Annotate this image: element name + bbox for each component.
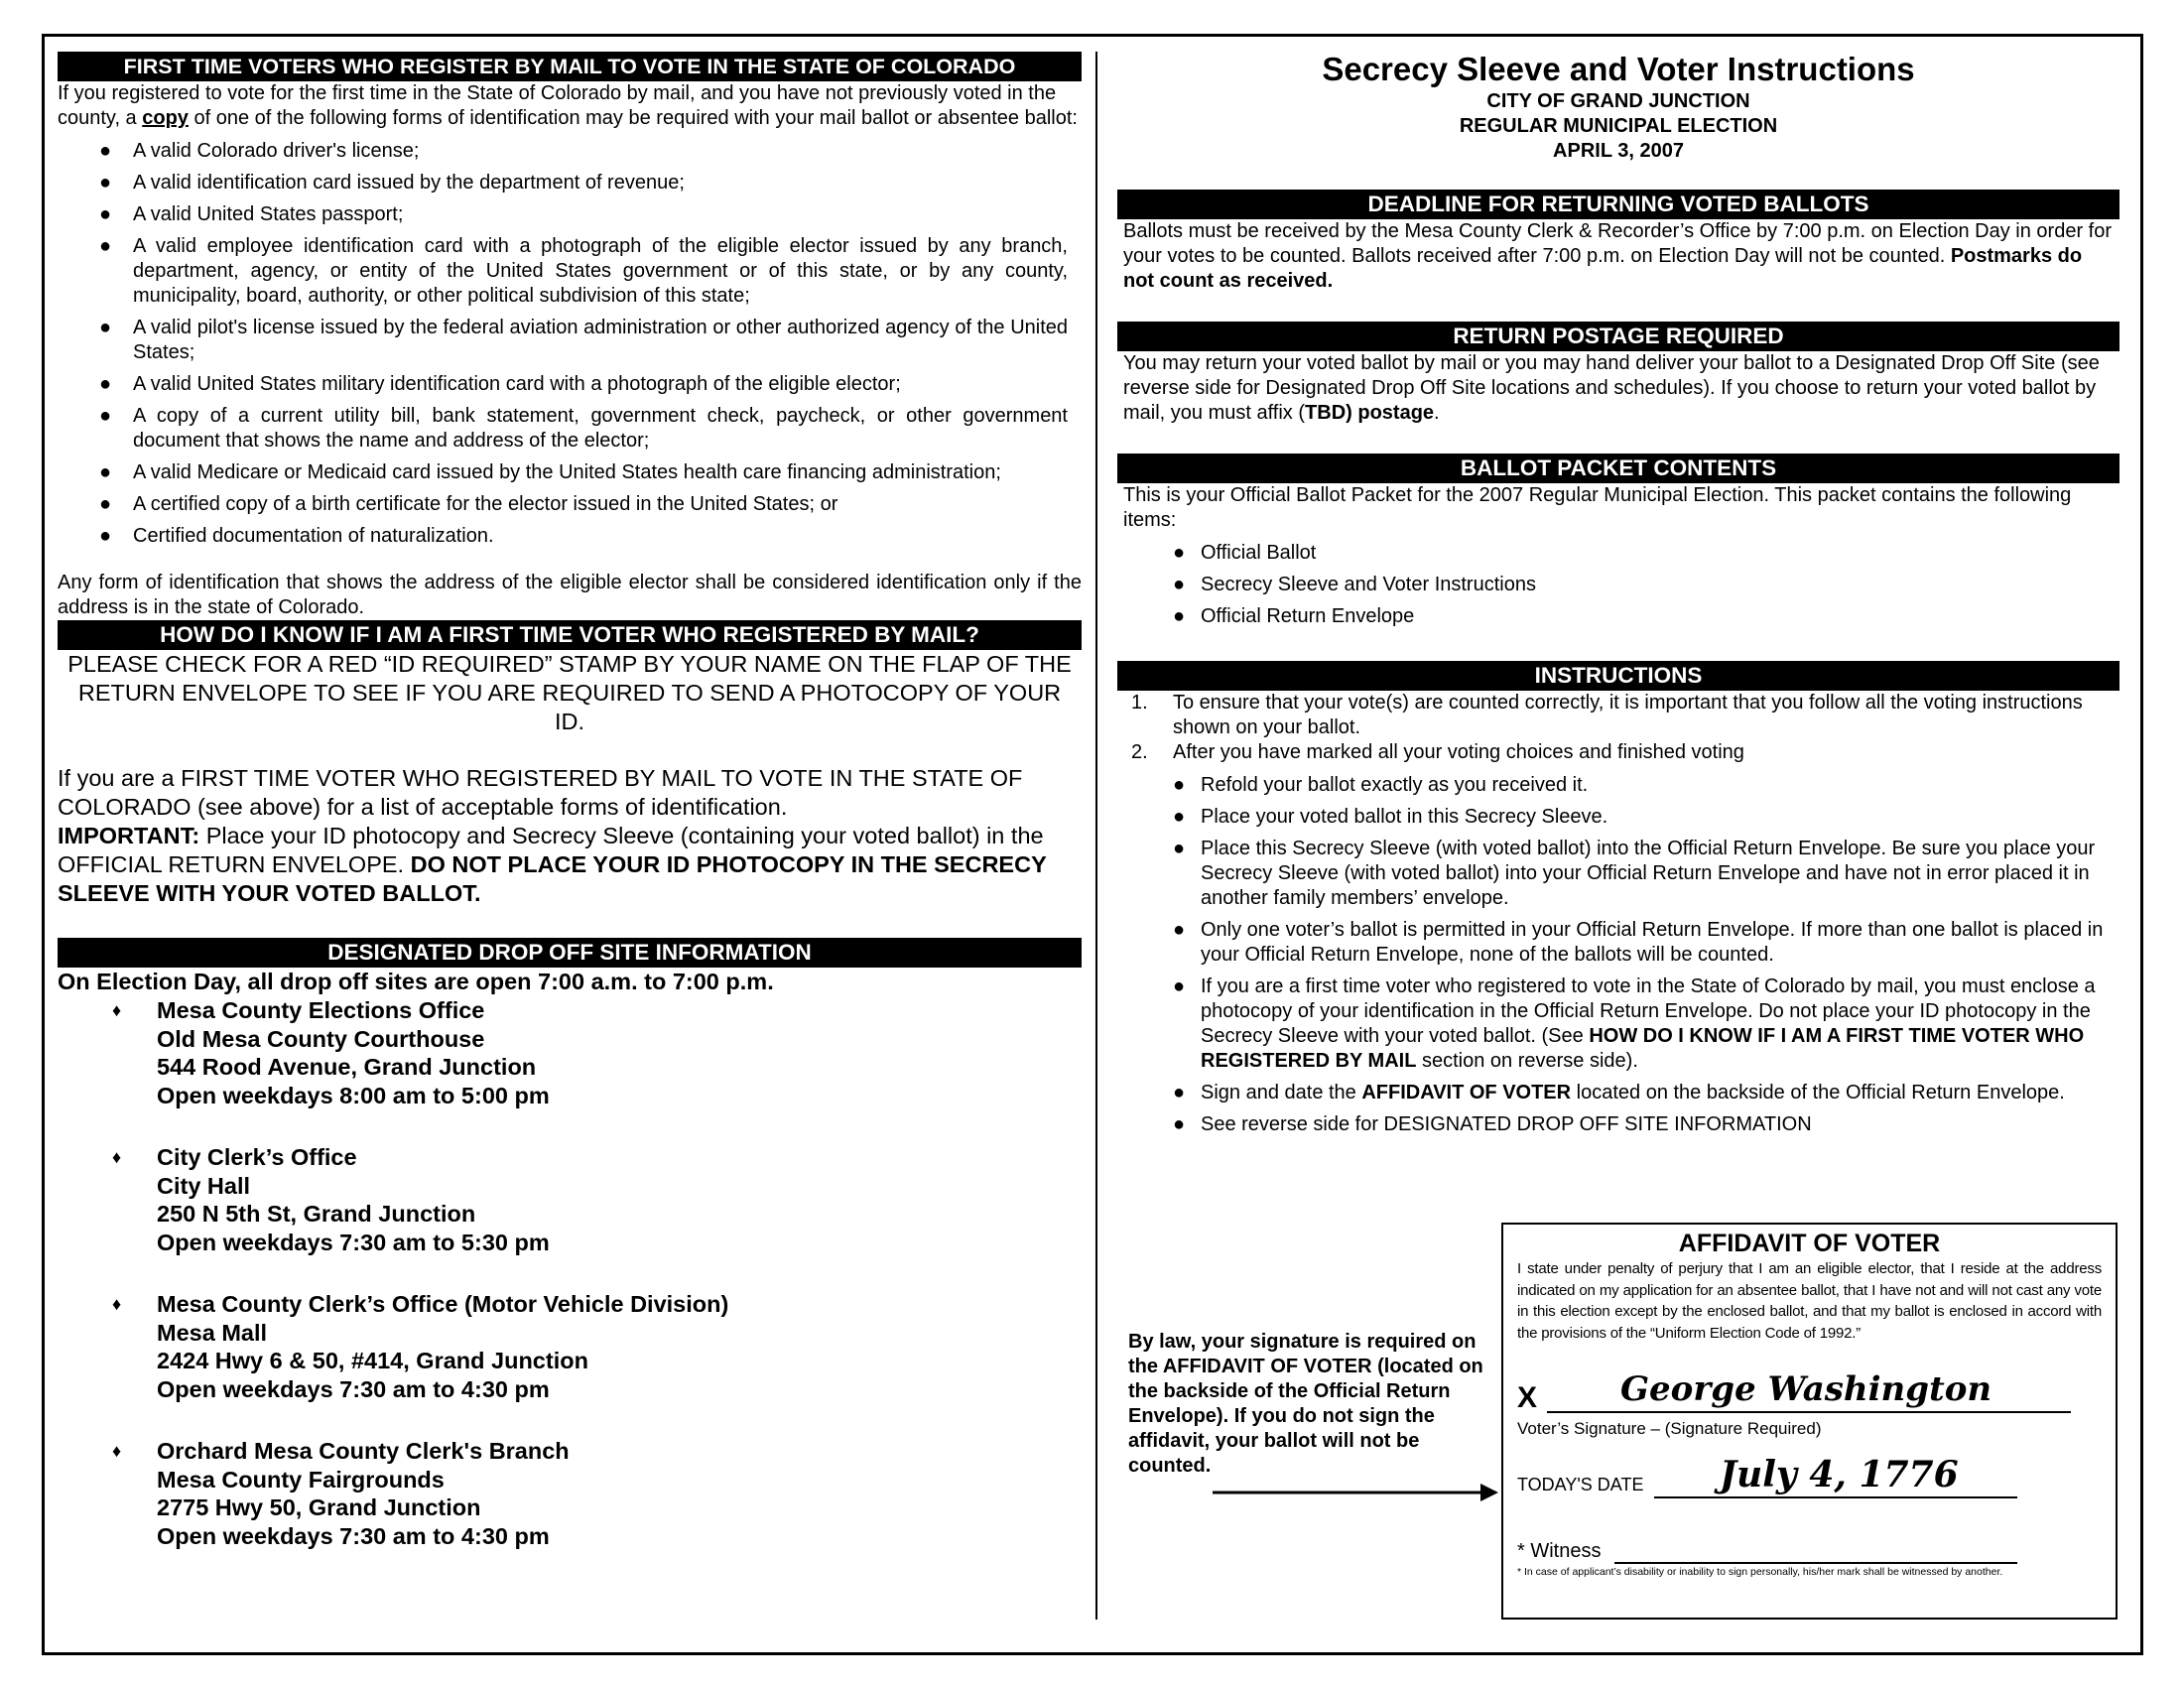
bullet-icon: ● xyxy=(1173,605,1186,627)
how-header: HOW DO I KNOW IF I AM A FIRST TIME VOTER WHO REGISTERED BY MAIL? xyxy=(58,620,1082,650)
list-item xyxy=(58,492,1082,517)
column-divider xyxy=(1095,52,1097,1620)
instructions-header: INSTRUCTIONS xyxy=(1117,661,2120,691)
witness-footnote: * In case of applicant’s disability or inability to sign personally, his/her mark shall be witnessed by another. xyxy=(1517,1566,2003,1578)
list-item-text: A valid United States passport; xyxy=(133,203,404,225)
list-item xyxy=(1117,773,2120,798)
list-item: ● If you are a first time voter who registered to vote in the State of Colorado by mail, you must enclose a photocopy of your identification in the Official Return Envelope. Do not place your ID photocopy in the Secrecy Sleeve with your voted ballot. (See HOW DO I KNOW IF I AM A FIRST TIME VOTER WHO REGISTERED BY MAIL section on reverse side). xyxy=(1173,975,2096,1072)
arrow-right-icon xyxy=(1211,1481,1498,1504)
date-label: TODAY'S DATE xyxy=(1517,1475,1644,1494)
list-item-text: Only one voter’s ballot is permitted in your Official Return Envelope. If more than one ballot is placed in your Official Return Envelope, none of the ballots will be counted. xyxy=(1201,919,2104,966)
red-stamp-notice: PLEASE CHECK FOR A RED “ID REQUIRED” STAMP BY YOUR NAME ON THE FLAP OF THE RETURN ENVELOPE TO SEE IF YOU ARE REQUIRED TO SEND A PHOTOCOPY OF YOUR ID. xyxy=(67,651,1072,734)
list-item xyxy=(1117,541,2120,566)
list-item-text: A valid Medicare or Medicaid card issued by the United States health care financing administration; xyxy=(133,461,1001,483)
site-line: Open weekdays 7:30 am to 4:30 pm xyxy=(157,1375,550,1402)
site-line: Mesa County Fairgrounds xyxy=(157,1466,445,1493)
diamond-bullet-icon: ♦ xyxy=(112,1294,122,1314)
bullet-icon: ● xyxy=(99,525,112,547)
site-line: 250 N 5th St, Grand Junction xyxy=(157,1201,476,1227)
site-line: Mesa County Clerk’s Office (Motor Vehicle Division) xyxy=(157,1291,729,1317)
list-item xyxy=(1117,837,2120,911)
postage-text: You may return your voted ballot by mail or you may hand deliver your ballot to a Designated Drop Off Site (see reverse side for Designated Drop Off Site locations and schedules). If you choose to return your voted ballot by mail, you must affix (TBD) postage. xyxy=(1123,352,2100,424)
affidavit-title: AFFIDAVIT OF VOTER xyxy=(1678,1230,1941,1257)
page-title: Secrecy Sleeve and Voter Instructions xyxy=(1322,51,1915,87)
list-item-text: A valid pilot's license issued by the federal aviation administration or other authorized agency of the United States; xyxy=(133,317,1068,363)
list-item xyxy=(58,171,1082,195)
bullet-icon: ● xyxy=(99,373,112,395)
bullet-icon: ● xyxy=(1173,919,1186,941)
subtitle-election: REGULAR MUNICIPAL ELECTION xyxy=(1459,115,1778,137)
list-item-text: A valid identification card issued by the department of revenue; xyxy=(133,172,685,194)
list-item xyxy=(58,524,1082,549)
deadline-header: DEADLINE FOR RETURNING VOTED BALLOTS xyxy=(1117,190,2120,219)
list-item: ● Sign and date the AFFIDAVIT OF VOTER located on the backside of the Official Return Envelope. xyxy=(1173,1082,2065,1104)
list-item-text: Certified documentation of naturalization. xyxy=(133,525,494,547)
signature-label: Voter’s Signature – (Signature Required) xyxy=(1517,1419,1822,1438)
postage-header: RETURN POSTAGE REQUIRED xyxy=(1117,322,2120,351)
site-line: 544 Rood Avenue, Grand Junction xyxy=(157,1054,537,1080)
list-item-text: Official Ballot xyxy=(1201,542,1317,564)
witness-line[interactable] xyxy=(1614,1536,2017,1564)
dropoff-site-list xyxy=(58,996,1082,1550)
list-item-text: Place your voted ballot in this Secrecy Sleeve. xyxy=(1201,806,1608,828)
site-line: Open weekdays 7:30 am to 4:30 pm xyxy=(157,1522,550,1549)
subtitle-date: APRIL 3, 2007 xyxy=(1553,140,1684,162)
site-line: Old Mesa County Courthouse xyxy=(157,1025,485,1052)
bullet-icon: ● xyxy=(1173,542,1186,564)
signature-x-mark: X xyxy=(1517,1381,1538,1414)
list-item xyxy=(1117,573,2120,597)
list-item-text: A valid United States military identification card with a photograph of the eligible elector; xyxy=(133,373,901,395)
list-item xyxy=(58,139,1082,164)
list-item xyxy=(58,372,1082,397)
deadline-text: Ballots must be received by the Mesa County Clerk & Recorder’s Office by 7:00 p.m. on Election Day in order for your votes to be counted. Ballots received after 7:00 p.m. on Election Day will not be counted. Postmarks do not count as received. xyxy=(1123,220,2113,292)
bullet-icon: ● xyxy=(99,461,112,483)
bullet-icon: ● xyxy=(99,140,112,162)
site-line: City Hall xyxy=(157,1172,251,1199)
contents-list xyxy=(1117,541,2120,629)
contents-header: BALLOT PACKET CONTENTS xyxy=(1117,454,2120,483)
site-line: City Clerk’s Office xyxy=(157,1144,357,1170)
bullet-icon: ● xyxy=(1173,838,1186,859)
bullet-icon: ● xyxy=(1173,806,1186,828)
list-item-text: A certified copy of a birth certificate for the elector issued in the United States; or xyxy=(133,493,838,515)
list-item-text: A copy of a current utility bill, bank statement, government check, paycheck, or other government document that shows the name and address of the elector; xyxy=(133,405,1068,452)
bullet-icon: ● xyxy=(99,317,112,338)
witness-label: * Witness xyxy=(1517,1540,1602,1562)
list-item-text: A valid employee identification card with a photograph of the eligible elector issued by any branch, department, agency, or entity of the United States government or of this state, or by any county, municipality, board, authority, or other political subdivision of this state; xyxy=(133,235,1068,307)
list-item-text: Official Return Envelope xyxy=(1201,605,1415,627)
list-item xyxy=(58,460,1082,485)
site-line: 2424 Hwy 6 & 50, #414, Grand Junction xyxy=(157,1348,588,1373)
list-item xyxy=(58,316,1082,365)
dropoff-site xyxy=(58,1290,1082,1403)
diamond-bullet-icon: ♦ xyxy=(112,1147,122,1167)
instruction-2: 2. After you have marked all your voting choices and finished voting xyxy=(1131,741,1744,763)
list-item xyxy=(58,202,1082,227)
site-line: Mesa County Elections Office xyxy=(157,997,485,1023)
voter-signature: George Washington xyxy=(1620,1369,1992,1409)
bullet-icon: ● xyxy=(1173,774,1186,796)
contents-text: This is your Official Ballot Packet for the 2007 Regular Municipal Election. This packet contains the following items: xyxy=(1123,484,2072,531)
right-column xyxy=(1117,50,2120,1144)
how-paragraph: If you are a FIRST TIME VOTER WHO REGISTERED BY MAIL TO VOTE IN THE STATE OF COLORADO (see above) for a list of acceptable forms of identification. IMPORTANT: Place your ID photocopy and Secrecy Sleeve (containing your voted ballot) in the OFFICIAL RETURN ENVELOPE. DO NOT PLACE YOUR ID PHOTOCOPY IN THE SECRECY SLEEVE WITH YOUR VOTED BALLOT. xyxy=(58,765,1047,906)
site-line: Mesa Mall xyxy=(157,1319,268,1346)
instruction-substeps-more xyxy=(1117,974,2120,1137)
site-line: 2775 Hwy 50, Grand Junction xyxy=(157,1494,481,1520)
list-item xyxy=(1117,918,2120,968)
dropoff-intro: On Election Day, all drop off sites are open 7:00 a.m. to 7:00 p.m. xyxy=(58,969,774,994)
signature-law-note: By law, your signature is required on the AFFIDAVIT OF VOTER (located on the backside of the Official Return Envelope). If you do not sign the affidavit, your ballot will not be counted. xyxy=(1128,1331,1483,1477)
bullet-icon: ● xyxy=(99,493,112,515)
list-item xyxy=(58,234,1082,309)
instruction-substeps xyxy=(1117,773,2120,968)
ftv-header: FIRST TIME VOTERS WHO REGISTER BY MAIL TO VOTE IN THE STATE OF COLORADO xyxy=(58,52,1082,81)
list-item-text: Place this Secrecy Sleeve (with voted ballot) into the Official Return Envelope. Be sure you place your Secrecy Sleeve (with voted ballot) into your Official Return Envelope and have not in error placed it in another family members’ envelope. xyxy=(1201,838,2096,909)
list-item-text: Secrecy Sleeve and Voter Instructions xyxy=(1201,574,1536,595)
site-line: Orchard Mesa County Clerk's Branch xyxy=(157,1438,570,1464)
list-item xyxy=(1117,604,2120,629)
id-list xyxy=(58,139,1082,549)
dropoff-site xyxy=(58,1437,1082,1550)
date-value: July 4, 1776 xyxy=(1720,1454,1959,1495)
bullet-icon: ● xyxy=(99,203,112,225)
affidavit-text: I state under penalty of perjury that I am an eligible elector, that I reside at the address indicated on my application for an absentee ballot, that I have not and will not cast any vote in this election except by the enclosed ballot, and that my ballot is enclosed in accord with the provisions of the “Uniform Election Code of 1992.” xyxy=(1517,1260,2102,1342)
subtitle-city: CITY OF GRAND JUNCTION xyxy=(1486,90,1750,112)
bullet-icon: ● xyxy=(99,172,112,194)
dropoff-header: DESIGNATED DROP OFF SITE INFORMATION xyxy=(58,938,1082,968)
diamond-bullet-icon: ♦ xyxy=(112,1000,122,1020)
left-column xyxy=(58,52,1082,1584)
bullet-icon: ● xyxy=(99,235,112,257)
list-item xyxy=(1117,805,2120,830)
ftv-intro: If you registered to vote for the first time in the State of Colorado by mail, and you have not previously voted in the county, a copy of one of the following forms of identification may be required with your mail ballot or absentee ballot: xyxy=(58,82,1078,129)
id-note: Any form of identification that shows the address of the eligible elector shall be considered identification only if the address is in the state of Colorado. xyxy=(58,572,1082,618)
list-item-text: A valid Colorado driver's license; xyxy=(133,140,420,162)
bullet-icon: ● xyxy=(99,405,112,427)
list-item xyxy=(58,404,1082,454)
bullet-icon: ● xyxy=(1173,574,1186,595)
site-line: Open weekdays 7:30 am to 5:30 pm xyxy=(157,1229,550,1255)
diamond-bullet-icon: ♦ xyxy=(112,1441,122,1461)
dropoff-site xyxy=(58,996,1082,1109)
site-line: Open weekdays 8:00 am to 5:00 pm xyxy=(157,1082,550,1108)
instruction-1: 1. To ensure that your vote(s) are counted correctly, it is important that you follow all the voting instructions shown on your ballot. xyxy=(1131,692,2083,738)
affidavit-box xyxy=(1501,1223,2118,1620)
dropoff-site xyxy=(58,1143,1082,1256)
list-item: ● See reverse side for DESIGNATED DROP OFF SITE INFORMATION xyxy=(1173,1113,1812,1135)
list-item-text: Refold your ballot exactly as you received it. xyxy=(1201,774,1589,796)
